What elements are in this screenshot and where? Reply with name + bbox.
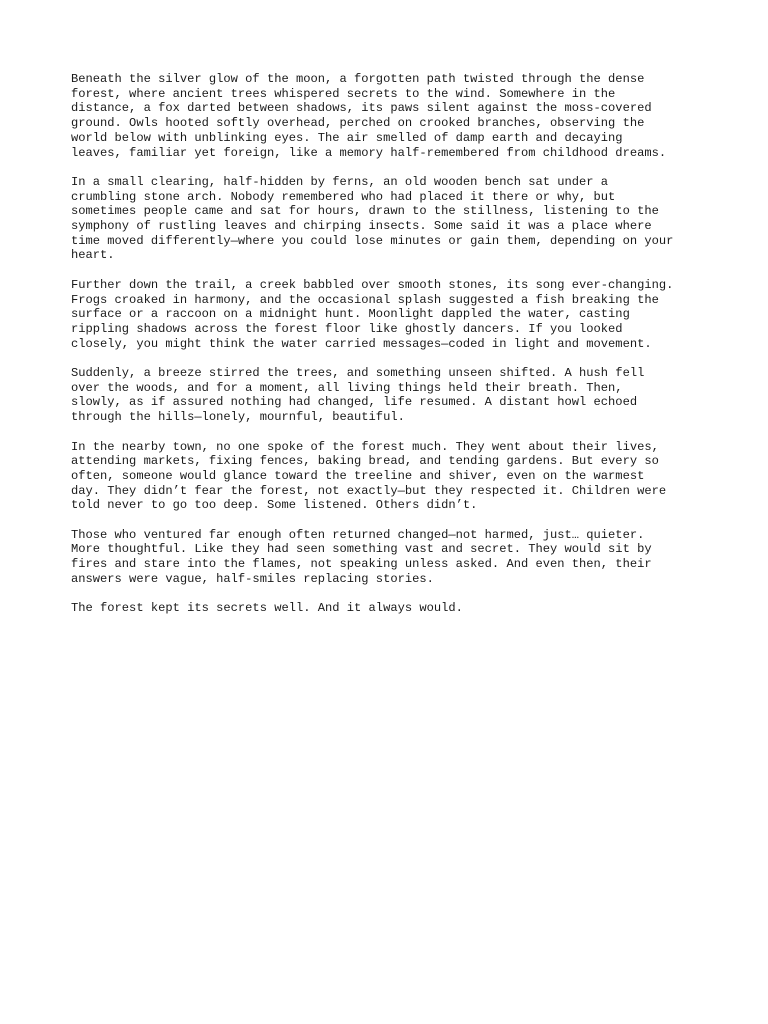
line: distance, a fox darted between shadows, its paws silent against the moss-covered [71, 101, 652, 116]
paragraph-1 [71, 72, 761, 160]
line: heart. [71, 248, 115, 263]
line: Beneath the silver glow of the moon, a forgotten path twisted through the dense [71, 72, 645, 86]
paragraph-4 [71, 366, 761, 425]
line: In a small clearing, half-hidden by ferns, an old wooden bench sat under a [71, 174, 609, 189]
line: world below with unblinking eyes. The air smelled of damp earth and decaying [71, 130, 623, 145]
line: surface or a raccoon on a midnight hunt. Moonlight dappled the water, casting [71, 307, 630, 322]
paragraph-6 [71, 528, 761, 587]
document-page [71, 72, 761, 631]
paragraph-5 [71, 440, 761, 514]
line: time moved differently—where you could lose minutes or gain them, depending on your [71, 233, 674, 248]
line: In the nearby town, no one spoke of the forest much. They went about their lives, [71, 439, 659, 454]
line: Frogs croaked in harmony, and the occasional splash suggested a fish breaking the [71, 292, 659, 307]
line: told never to go too deep. Some listened. Others didn’t. [71, 498, 478, 513]
line: sometimes people came and sat for hours, drawn to the stillness, listening to the [71, 204, 659, 219]
line: Those who ventured far enough often returned changed—not harmed, just… quieter. [71, 527, 645, 542]
line: forest, where ancient trees whispered secrets to the wind. Somewhere in the [71, 86, 616, 101]
line: closely, you might think the water carried messages—coded in light and movement. [71, 336, 652, 351]
line: More thoughtful. Like they had seen something vast and secret. They would sit by [71, 542, 652, 557]
line: fires and stare into the flames, not speaking unless asked. And even then, their [71, 557, 652, 572]
line: crumbling stone arch. Nobody remembered who had placed it there or why, but [71, 189, 616, 204]
line: attending markets, fixing fences, baking bread, and tending gardens. But every so [71, 454, 659, 469]
line: answers were vague, half-smiles replacing stories. [71, 571, 434, 586]
line: slowly, as if assured nothing had changed, life resumed. A distant howl echoed [71, 395, 638, 410]
line: often, someone would glance toward the treeline and shiver, even on the warmest [71, 468, 645, 483]
line: over the woods, and for a moment, all living things held their breath. Then, [71, 380, 623, 395]
line: day. They didn’t fear the forest, not exactly—but they respected it. Children were [71, 483, 667, 498]
paragraph-3 [71, 278, 761, 352]
line: rippling shadows across the forest floor like ghostly dancers. If you looked [71, 321, 623, 336]
line: Suddenly, a breeze stirred the trees, and something unseen shifted. A hush fell [71, 366, 645, 381]
paragraph-7 [71, 601, 761, 616]
line: through the hills—lonely, mournful, beautiful. [71, 410, 405, 425]
line: Further down the trail, a creek babbled over smooth stones, its song ever-changing. [71, 277, 674, 292]
paragraph-2 [71, 175, 761, 263]
line: The forest kept its secrets well. And it always would. [71, 601, 463, 616]
line: leaves, familiar yet foreign, like a memory half-remembered from childhood dreams. [71, 145, 667, 160]
line: symphony of rustling leaves and chirping insects. Some said it was a place where [71, 219, 652, 234]
line: ground. Owls hooted softly overhead, perched on crooked branches, observing the [71, 116, 645, 131]
